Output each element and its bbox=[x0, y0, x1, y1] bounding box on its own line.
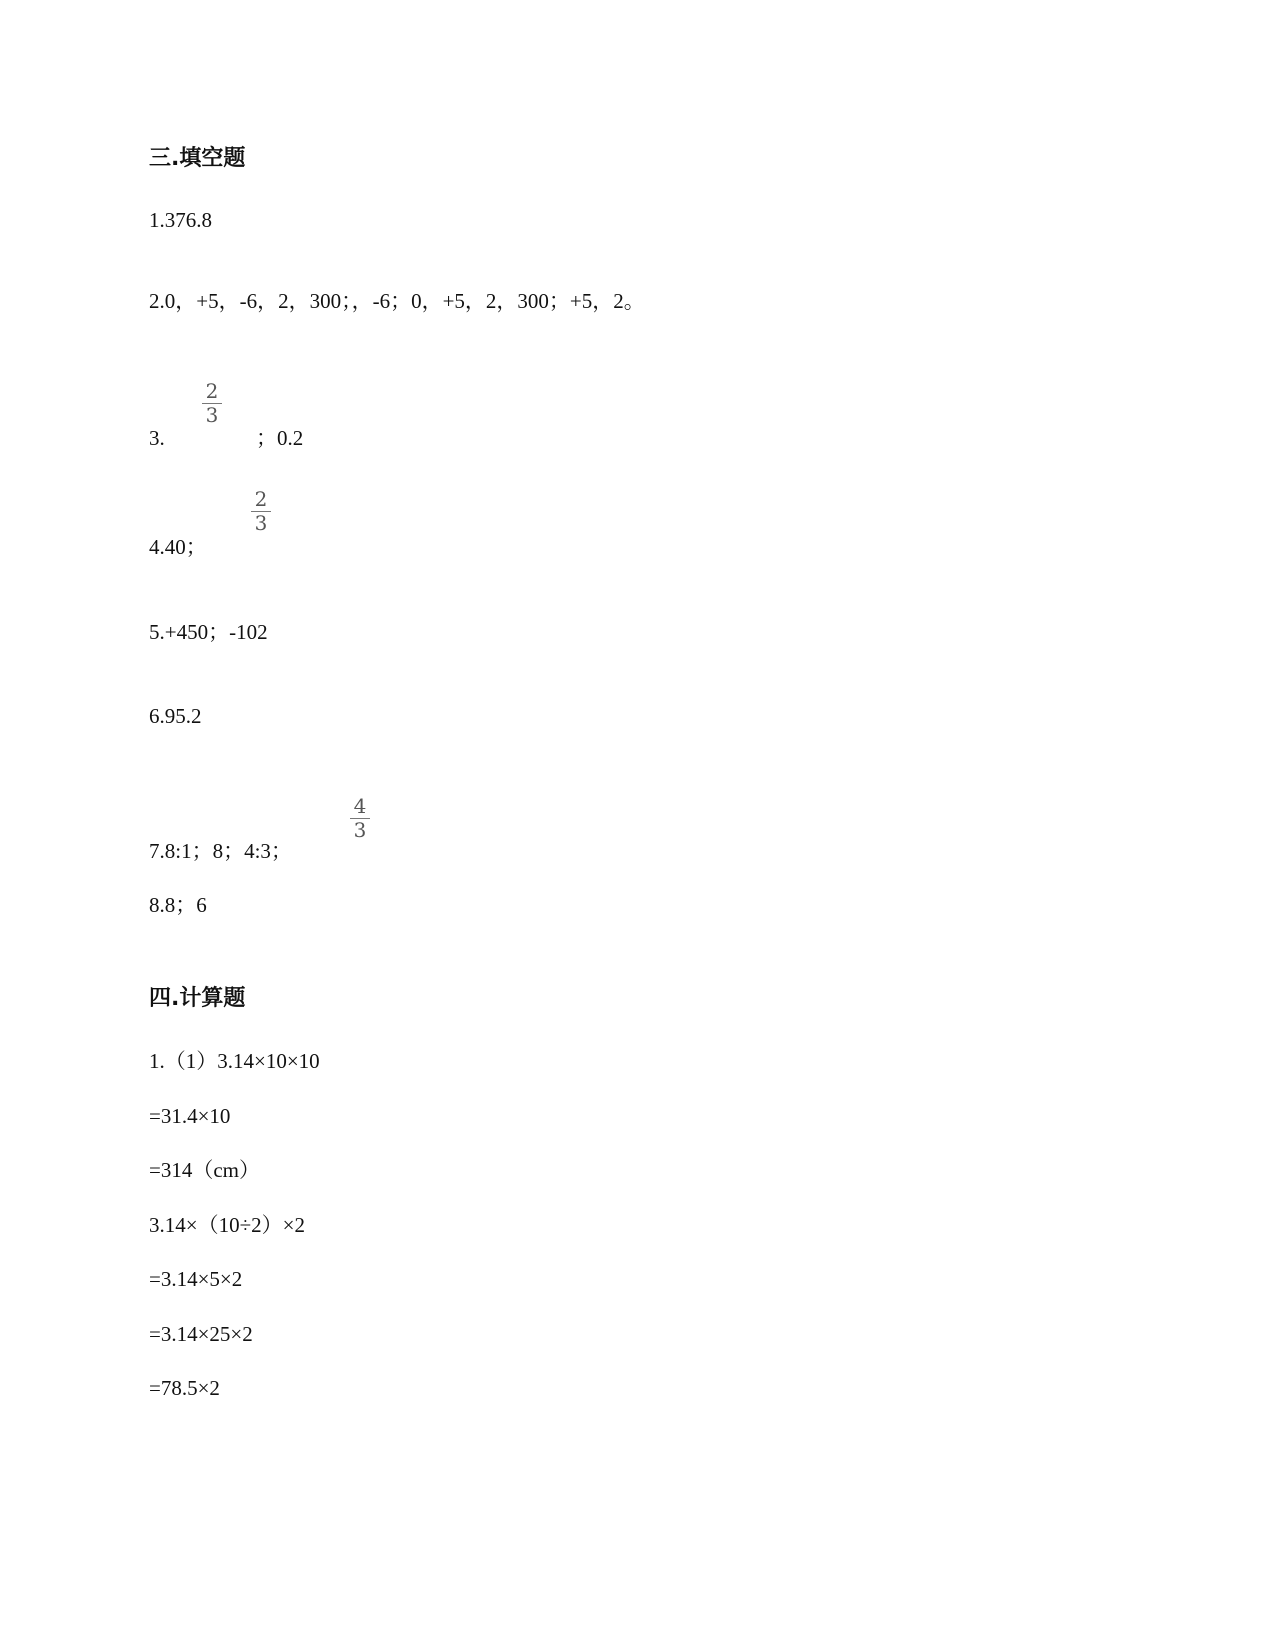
calc-line-7: =78.5×2 bbox=[149, 1376, 220, 1400]
answer-4-fraction bbox=[251, 489, 271, 534]
fraction-numerator: 2 bbox=[205, 379, 219, 403]
answer-3-fraction bbox=[202, 381, 222, 426]
answer-3-prefix: 3. bbox=[149, 426, 165, 450]
fraction-denominator: 3 bbox=[353, 818, 367, 842]
calc-line-3: =314（cm） bbox=[149, 1158, 260, 1182]
fraction-numerator: 2 bbox=[254, 487, 268, 511]
answer-5: 5.+450；-102 bbox=[149, 620, 268, 644]
fraction-denominator: 3 bbox=[254, 511, 268, 535]
fraction-denominator: 3 bbox=[205, 403, 219, 427]
calc-line-6: =3.14×25×2 bbox=[149, 1322, 253, 1346]
answer-7-fraction bbox=[350, 796, 370, 841]
calc-line-5: =3.14×5×2 bbox=[149, 1267, 243, 1291]
section-heading-fill-blank: 三.填空题 bbox=[149, 146, 246, 171]
answer-4: 4.40； bbox=[149, 535, 207, 559]
calc-line-2: =31.4×10 bbox=[149, 1104, 231, 1128]
answer-6: 6.95.2 bbox=[149, 704, 202, 728]
section-heading-calculation: 四.计算题 bbox=[149, 986, 246, 1011]
answer-2: 2.0，+5，-6，2，300；，-6；0，+5，2，300；+5，2。 bbox=[149, 289, 645, 313]
answer-3-suffix: ；0.2 bbox=[256, 426, 304, 450]
answer-1: 1.376.8 bbox=[149, 208, 212, 232]
calc-line-4: 3.14×（10÷2）×2 bbox=[149, 1213, 305, 1237]
fraction-numerator: 4 bbox=[353, 794, 367, 818]
calc-line-1: 1.（1）3.14×10×10 bbox=[149, 1049, 320, 1073]
answer-7: 7.8:1；8；4:3； bbox=[149, 839, 292, 863]
answer-8: 8.8；6 bbox=[149, 893, 207, 917]
